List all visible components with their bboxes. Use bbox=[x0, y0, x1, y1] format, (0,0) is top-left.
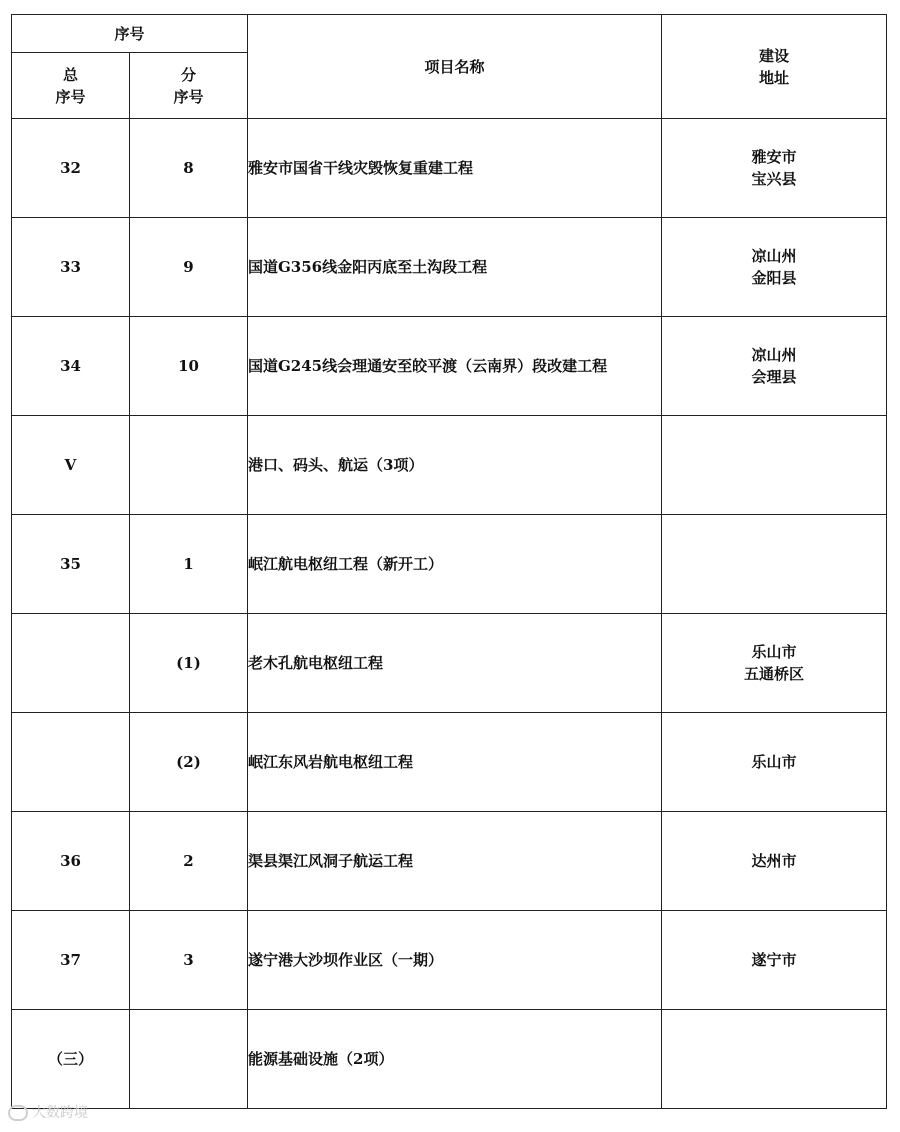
sub-seq-cell: 9 bbox=[130, 218, 248, 317]
address-line-1: 达州市 bbox=[751, 852, 797, 870]
project-name-cell: 国道G356线金阳丙底至土沟段工程 bbox=[248, 218, 662, 317]
address-cell bbox=[662, 317, 887, 416]
total-seq-cell: 32 bbox=[12, 119, 130, 218]
total-seq-cell: 33 bbox=[12, 218, 130, 317]
sub-seq-cell: 10 bbox=[130, 317, 248, 416]
sub-seq-cell: 1 bbox=[130, 515, 248, 614]
sub-seq-cell: 8 bbox=[130, 119, 248, 218]
watermark-text: 大数跨境 bbox=[32, 1105, 88, 1121]
header-project-name: 项目名称 bbox=[248, 15, 662, 119]
project-name-cell: 岷江航电枢纽工程（新开工） bbox=[248, 515, 662, 614]
table-row bbox=[12, 911, 887, 1010]
project-name-cell: 岷江东风岩航电枢纽工程 bbox=[248, 713, 662, 812]
sub-seq-cell bbox=[130, 416, 248, 515]
watermark bbox=[8, 1102, 88, 1122]
header-address bbox=[662, 15, 887, 119]
address-cell bbox=[662, 1010, 887, 1109]
address-line-1: 凉山州 bbox=[751, 247, 797, 265]
header-total-seq bbox=[12, 53, 130, 119]
header-row-1 bbox=[12, 15, 887, 53]
watermark-icon bbox=[8, 1105, 28, 1121]
sub-seq-cell: (2) bbox=[130, 713, 248, 812]
sub-seq-cell bbox=[130, 1010, 248, 1109]
total-seq-cell bbox=[12, 713, 130, 812]
project-name-cell: 渠县渠江风洞子航运工程 bbox=[248, 812, 662, 911]
total-seq-cell: 37 bbox=[12, 911, 130, 1010]
project-name-cell: 国道G245线会理通安至皎平渡（云南界）段改建工程 bbox=[248, 317, 662, 416]
address-cell bbox=[662, 515, 887, 614]
table-row bbox=[12, 614, 887, 713]
address-line-1: 遂宁市 bbox=[751, 951, 797, 969]
address-cell bbox=[662, 416, 887, 515]
address-line-1: 乐山市 bbox=[751, 753, 797, 771]
total-seq-cell bbox=[12, 614, 130, 713]
total-seq-cell: 36 bbox=[12, 812, 130, 911]
project-name-cell: 遂宁港大沙坝作业区（一期） bbox=[248, 911, 662, 1010]
header-sub-seq bbox=[130, 53, 248, 119]
address-line-2: 金阳县 bbox=[751, 269, 797, 287]
table-row bbox=[12, 218, 887, 317]
header-total-seq-line-2: 序号 bbox=[55, 87, 86, 106]
total-seq-cell: 34 bbox=[12, 317, 130, 416]
address-cell bbox=[662, 218, 887, 317]
table-row bbox=[12, 812, 887, 911]
table-row bbox=[12, 713, 887, 812]
address-line-2: 会理县 bbox=[751, 368, 797, 386]
header-sub-seq-line-1: 分 bbox=[180, 65, 196, 84]
address-line-1: 乐山市 bbox=[751, 643, 797, 661]
address-line-2: 宝兴县 bbox=[751, 170, 797, 188]
address-cell bbox=[662, 713, 887, 812]
address-cell bbox=[662, 812, 887, 911]
table-row bbox=[12, 119, 887, 218]
address-line-1: 凉山州 bbox=[751, 346, 797, 364]
project-name-cell: 港口、码头、航运（3项） bbox=[248, 416, 662, 515]
header-seq-group: 序号 bbox=[12, 15, 248, 53]
sub-seq-cell: (1) bbox=[130, 614, 248, 713]
project-name-cell: 雅安市国省干线灾毁恢复重建工程 bbox=[248, 119, 662, 218]
total-seq-cell: （三） bbox=[12, 1010, 130, 1109]
table-row bbox=[12, 317, 887, 416]
total-seq-cell: 35 bbox=[12, 515, 130, 614]
header-address-line-1: 建设 bbox=[758, 46, 789, 65]
table-row bbox=[12, 515, 887, 614]
sub-seq-cell: 2 bbox=[130, 812, 248, 911]
project-name-cell: 能源基础设施（2项） bbox=[248, 1010, 662, 1109]
sub-seq-cell: 3 bbox=[130, 911, 248, 1010]
project-name-cell: 老木孔航电枢纽工程 bbox=[248, 614, 662, 713]
address-cell bbox=[662, 119, 887, 218]
table-row bbox=[12, 416, 887, 515]
address-cell bbox=[662, 911, 887, 1010]
address-line-1: 雅安市 bbox=[751, 148, 797, 166]
header-sub-seq-line-2: 序号 bbox=[173, 87, 204, 106]
header-total-seq-line-1: 总 bbox=[62, 65, 78, 84]
address-cell bbox=[662, 614, 887, 713]
header-address-line-2: 地址 bbox=[758, 68, 789, 87]
table-row bbox=[12, 1010, 887, 1109]
address-line-2: 五通桥区 bbox=[743, 665, 804, 683]
project-table bbox=[11, 14, 887, 1109]
total-seq-cell: V bbox=[12, 416, 130, 515]
